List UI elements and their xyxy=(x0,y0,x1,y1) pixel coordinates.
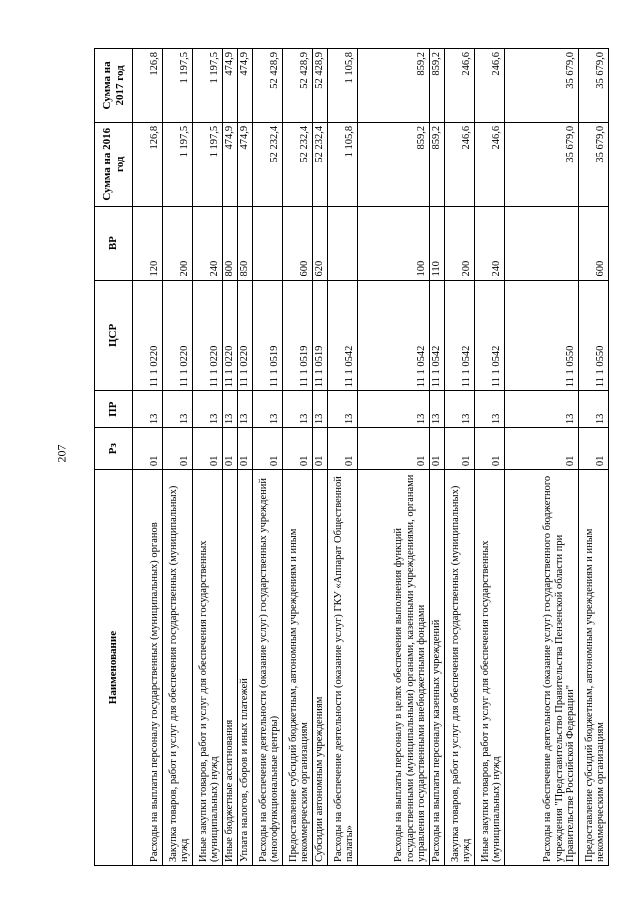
header-rz: Рз xyxy=(95,428,133,470)
header-pr: ПР xyxy=(95,391,133,428)
cell-vr xyxy=(253,206,283,280)
cell-sum-2017: 35 679,0 xyxy=(579,49,609,123)
cell-rz: 01 xyxy=(313,428,328,470)
cell-pr: 13 xyxy=(505,391,579,428)
cell-csr: 11 1 0519 xyxy=(283,280,313,391)
cell-sum-2017: 246,6 xyxy=(475,49,505,123)
budget-table xyxy=(94,48,609,866)
cell-vr xyxy=(505,206,579,280)
cell-name: Субсидии автономным учреждениям xyxy=(313,470,328,866)
table-row xyxy=(133,49,163,866)
table-row xyxy=(505,49,579,866)
cell-vr: 850 xyxy=(238,206,253,280)
cell-csr: 11 1 0519 xyxy=(253,280,283,391)
cell-csr: 11 1 0542 xyxy=(430,280,445,391)
cell-rz: 01 xyxy=(445,428,475,470)
cell-sum-2016: 52 232,4 xyxy=(253,122,283,206)
cell-sum-2017: 246,6 xyxy=(445,49,475,123)
table-row xyxy=(283,49,313,866)
cell-name: Предоставление субсидий бюджетным, автономным учреждениям и иным некоммерческим организациям xyxy=(579,470,609,866)
cell-pr: 13 xyxy=(253,391,283,428)
cell-sum-2017: 474,9 xyxy=(223,49,238,123)
cell-name: Расходы на выплаты персоналу казенных учреждений xyxy=(430,470,445,866)
cell-name: Расходы на выплаты персоналу в целях обеспечения выполнения функций государственными (муниципальными) органами, казенными учреждениями, органами управления государственными внебюджетными фондами xyxy=(358,470,430,866)
cell-pr: 13 xyxy=(283,391,313,428)
cell-sum-2016: 126,8 xyxy=(133,122,163,206)
table-row xyxy=(238,49,253,866)
cell-sum-2016: 1 105,8 xyxy=(328,122,358,206)
cell-vr: 200 xyxy=(445,206,475,280)
cell-sum-2017: 1 105,8 xyxy=(328,49,358,123)
cell-rz: 01 xyxy=(579,428,609,470)
cell-rz: 01 xyxy=(238,428,253,470)
cell-rz: 01 xyxy=(475,428,505,470)
cell-sum-2016: 52 232,4 xyxy=(283,122,313,206)
cell-vr: 200 xyxy=(163,206,193,280)
cell-pr: 13 xyxy=(133,391,163,428)
cell-csr: 11 1 0550 xyxy=(505,280,579,391)
cell-name: Закупка товаров, работ и услуг для обеспечения государственных (муниципальных) нужд xyxy=(445,470,475,866)
cell-pr: 13 xyxy=(475,391,505,428)
cell-csr: 11 1 0542 xyxy=(445,280,475,391)
cell-sum-2016: 1 197,5 xyxy=(193,122,223,206)
cell-pr: 13 xyxy=(445,391,475,428)
cell-sum-2017: 35 679,0 xyxy=(505,49,579,123)
header-vr: ВР xyxy=(95,206,133,280)
cell-sum-2017: 474,9 xyxy=(238,49,253,123)
cell-pr: 13 xyxy=(328,391,358,428)
cell-rz: 01 xyxy=(283,428,313,470)
cell-name: Иные бюджетные ассигнования xyxy=(223,470,238,866)
cell-sum-2016: 1 197,5 xyxy=(163,122,193,206)
cell-sum-2016: 859,2 xyxy=(358,122,430,206)
cell-vr: 240 xyxy=(475,206,505,280)
table-row xyxy=(163,49,193,866)
cell-pr: 13 xyxy=(579,391,609,428)
cell-sum-2017: 1 197,5 xyxy=(163,49,193,123)
header-sum-2017: Сумма на 2017 год xyxy=(95,49,133,123)
cell-csr: 11 1 0220 xyxy=(238,280,253,391)
table-row xyxy=(445,49,475,866)
cell-vr: 240 xyxy=(193,206,223,280)
cell-name: Предоставление субсидий бюджетным, автономным учреждениям и иным некоммерческим организациям xyxy=(283,470,313,866)
cell-vr xyxy=(328,206,358,280)
cell-vr: 100 xyxy=(358,206,430,280)
cell-sum-2016: 474,9 xyxy=(223,122,238,206)
cell-rz: 01 xyxy=(328,428,358,470)
cell-vr: 600 xyxy=(579,206,609,280)
cell-name: Расходы на выплаты персоналу государственных (муниципальных) органов xyxy=(133,470,163,866)
table-row xyxy=(475,49,505,866)
cell-name: Уплата налогов, сборов и иных платежей xyxy=(238,470,253,866)
cell-name: Закупка товаров, работ и услуг для обеспечения государственных (муниципальных) нужд xyxy=(163,470,193,866)
cell-sum-2016: 52 232,4 xyxy=(313,122,328,206)
cell-csr: 11 1 0542 xyxy=(475,280,505,391)
cell-sum-2016: 35 679,0 xyxy=(579,122,609,206)
header-sum-2016: Сумма на 2016 год xyxy=(95,122,133,206)
table-row xyxy=(313,49,328,866)
cell-pr: 13 xyxy=(193,391,223,428)
cell-sum-2016: 246,6 xyxy=(445,122,475,206)
cell-vr: 110 xyxy=(430,206,445,280)
cell-name: Расходы на обеспечение деятельности (оказание услуг) ГКУ «Аппарат Общественной палаты» xyxy=(328,470,358,866)
cell-rz: 01 xyxy=(133,428,163,470)
cell-rz: 01 xyxy=(163,428,193,470)
table-row xyxy=(579,49,609,866)
cell-csr: 11 1 0550 xyxy=(579,280,609,391)
cell-name: Расходы на обеспечение деятельности (оказание услуг) государственных учреждений (многофункциональные центры) xyxy=(253,470,283,866)
cell-sum-2016: 246,6 xyxy=(475,122,505,206)
cell-sum-2017: 859,2 xyxy=(358,49,430,123)
cell-rz: 01 xyxy=(358,428,430,470)
cell-sum-2017: 52 428,9 xyxy=(253,49,283,123)
cell-vr: 620 xyxy=(313,206,328,280)
cell-csr: 11 1 0220 xyxy=(193,280,223,391)
header-csr: ЦСР xyxy=(95,280,133,391)
cell-pr: 13 xyxy=(238,391,253,428)
table-header-row xyxy=(95,49,133,866)
cell-pr: 13 xyxy=(430,391,445,428)
cell-sum-2016: 35 679,0 xyxy=(505,122,579,206)
cell-vr: 120 xyxy=(133,206,163,280)
table-rotation-wrapper xyxy=(94,48,607,866)
header-name: Наименование xyxy=(95,470,133,866)
table-row xyxy=(253,49,283,866)
cell-name: Расходы на обеспечение деятельности (оказание услуг) государственного бюджетного учреждения "Представительство Правительства Пензенской области при Правительстве Российской Федерации" xyxy=(505,470,579,866)
cell-vr: 600 xyxy=(283,206,313,280)
cell-sum-2017: 859,2 xyxy=(430,49,445,123)
cell-sum-2017: 52 428,9 xyxy=(283,49,313,123)
cell-sum-2017: 126,8 xyxy=(133,49,163,123)
cell-rz: 01 xyxy=(193,428,223,470)
cell-rz: 01 xyxy=(505,428,579,470)
cell-pr: 13 xyxy=(313,391,328,428)
cell-csr: 11 1 0542 xyxy=(328,280,358,391)
cell-name: Иные закупки товаров, работ и услуг для обеспечения государственных (муниципальных) нужд xyxy=(475,470,505,866)
table-row xyxy=(430,49,445,866)
page-number: 207 xyxy=(54,444,69,463)
cell-rz: 01 xyxy=(430,428,445,470)
table-row xyxy=(328,49,358,866)
table-row xyxy=(358,49,430,866)
cell-csr: 11 1 0519 xyxy=(313,280,328,391)
cell-csr: 11 1 0220 xyxy=(133,280,163,391)
cell-csr: 11 1 0220 xyxy=(163,280,193,391)
cell-csr: 11 1 0220 xyxy=(223,280,238,391)
table-row xyxy=(193,49,223,866)
cell-csr: 11 1 0542 xyxy=(358,280,430,391)
cell-sum-2017: 52 428,9 xyxy=(313,49,328,123)
cell-rz: 01 xyxy=(253,428,283,470)
cell-sum-2016: 859,2 xyxy=(430,122,445,206)
cell-sum-2016: 474,9 xyxy=(238,122,253,206)
cell-pr: 13 xyxy=(358,391,430,428)
cell-name: Иные закупки товаров, работ и услуг для обеспечения государственных (муниципальных) нужд xyxy=(193,470,223,866)
table-row xyxy=(223,49,238,866)
cell-vr: 800 xyxy=(223,206,238,280)
cell-sum-2017: 1 197,5 xyxy=(193,49,223,123)
cell-pr: 13 xyxy=(163,391,193,428)
cell-pr: 13 xyxy=(223,391,238,428)
cell-rz: 01 xyxy=(223,428,238,470)
